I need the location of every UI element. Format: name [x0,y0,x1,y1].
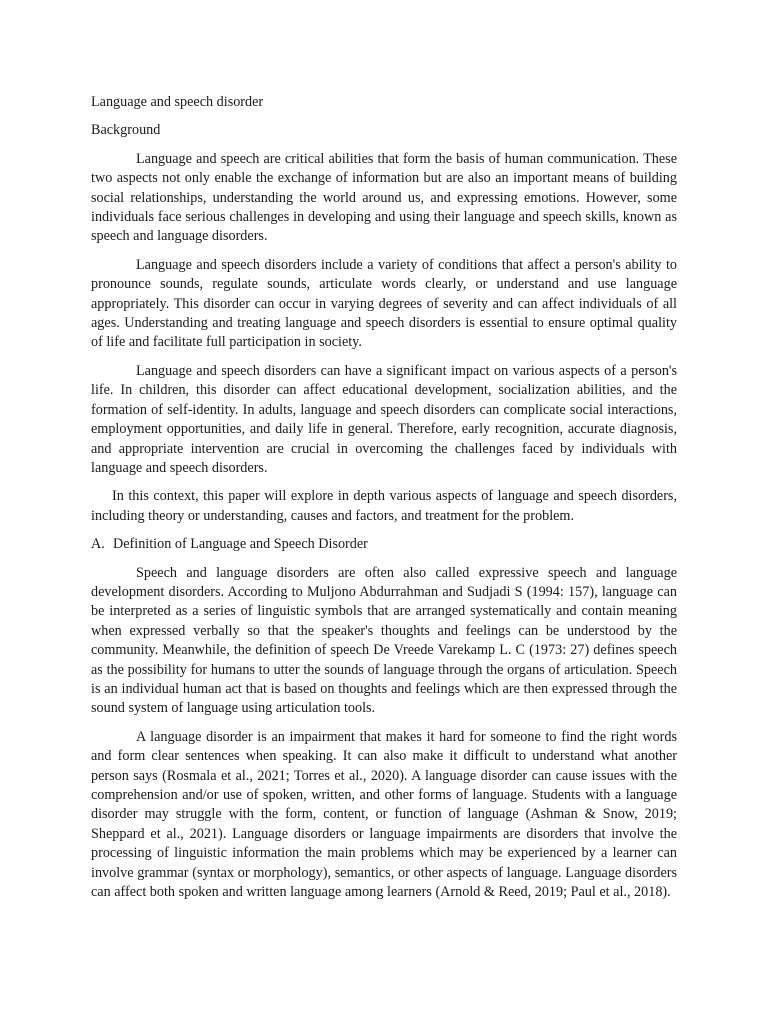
document-title: Language and speech disorder [91,94,264,110]
section-a-paragraph-1: Speech and language disorders are often also called expressive speech and language development disorders. According to Muljono Abdurrahman and Sudjadi S (1994: 157), language can be interpreted as a series of linguistic symbols that are arranged systematically and contain meaning when expressed verbally so that the speaker's thoughts and feelings can be understood by the community. Meanwhile, the definition of speech De Vreede Varekamp L. C (1973: 27) defines speech as the possibility for humans to utter the sounds of language through the organs of articulation. Speech is an individual human act that is based on thoughts and feelings which are then expressed through the sound system of language using articulation tools. [91,564,677,717]
background-heading: Background [91,122,161,139]
background-paragraph-2: Language and speech disorders include a variety of conditions that affect a person's ability to pronounce sounds, regulate sounds, articulate words clearly, or understand and use language appropriately. This disorder can occur in varying degrees of severity and can affect individuals of all ages. Understanding and treating language and speech disorders is essential to ensure optimal quality of life and facilitate full participation in society. [91,256,677,351]
background-paragraph-3: Language and speech disorders can have a significant impact on various aspects of a person's life. In children, this disorder can affect educational development, socialization abilities, and the formation of self-identity. In adults, language and speech disorders can complicate social interactions, employment opportunities, and daily life in general. Therefore, early recognition, accurate diagnosis, and appropriate intervention are crucial in overcoming the challenges faced by individuals with language and speech disorders. [91,362,677,476]
section-a-paragraph-2: A language disorder is an impairment that makes it hard for someone to find the right words and form clear sentences when speaking. It can also make it difficult to understand what another person says (Rosmala et al., 2021; Torres et al., 2020). A language disorder can cause issues with the comprehension and/or use of spoken, written, and other forms of language. Students with a language disorder may struggle with the form, content, or function of language (Ashman & Snow, 2019; Sheppard et al., 2021). Language disorders or language impairments are disorders that involve the processing of linguistic information the main problems which may be experienced by a learner can involve grammar (syntax or morphology), semantics, or other aspects of language. Language disorders can affect both spoken and written language among learners (Arnold & Reed, 2019; Paul et al., 2018). [91,728,677,901]
section-a-marker: A. [91,536,105,553]
section-a-heading [91,535,677,554]
background-paragraph-1: Language and speech are critical abilities that form the basis of human communication. These two aspects not only enable the exchange of information but are also an important means of building social relationships, understanding the world around us, and expressing emotions. However, some individuals face serious challenges in developing and using their language and speech skills, known as speech and language disorders. [91,150,677,245]
background-paragraph-4: In this context, this paper will explore in depth various aspects of language and speech disorders, including theory or understanding, causes and factors, and treatment for the problem. [91,488,677,524]
section-a-title: Definition of Language and Speech Disorder [113,536,368,553]
document-page [91,93,677,911]
